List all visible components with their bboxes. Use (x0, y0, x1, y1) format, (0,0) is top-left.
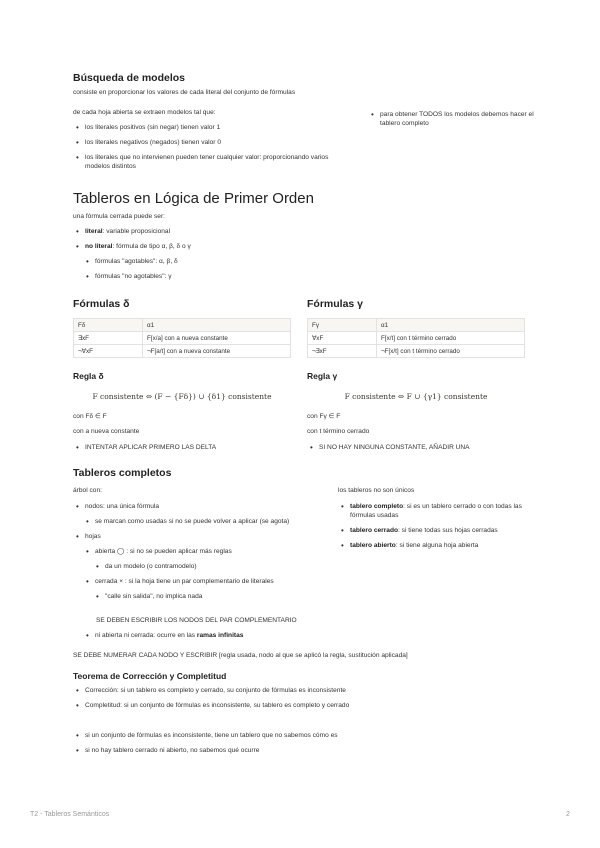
gamma-table (307, 318, 525, 358)
list-item: • los literales negativos (negados) tienen valor 0 (73, 138, 353, 147)
list-item: • hojas (73, 532, 335, 541)
completos-no-unicos: los tableros no son únicos (338, 487, 415, 494)
list-item: • cerrada × : si la hoja tiene un par complementario de literales (73, 577, 335, 586)
regla-delta-con2: con a nueva constante (73, 428, 140, 435)
section-title-teorema: Teorema de Corrección y Completitud (73, 671, 227, 681)
list-item: • fórmulas "no agotables": γ (73, 272, 373, 281)
completos-se-deben: SE DEBEN ESCRIBIR LOS NODOS DEL PAR COMPLEMENTARIO (96, 617, 297, 624)
list-item: • SI NO HAY NINGUNA CONSTANTE, AÑADIR UNA (307, 443, 525, 452)
section-title-gamma: Fórmulas γ (307, 298, 364, 310)
completos-arbol: árbol con: (73, 487, 102, 494)
list-item: • da un modelo (o contramodelo) (73, 562, 335, 571)
table-header: α1 (377, 319, 525, 332)
regla-delta-con1: con Fδ ∈ F (73, 413, 107, 420)
list-item: • tablero abierto: si tiene alguna hoja abierta (338, 541, 528, 550)
regla-delta-list (73, 443, 291, 458)
delta-table (73, 318, 291, 358)
list-item: • Corrección: si un tablero es completo y cerrado, su conjunto de fórmulas es inconsistente (73, 686, 513, 695)
table-row: ¬∀xF ¬F[a/t] con a nueva constante (74, 345, 291, 358)
list-item: • ni abierta ni cerrada: ocurre en las ramas infinitas (73, 631, 335, 640)
busqueda-list (73, 123, 353, 177)
regla-gamma-con2: con t término cerrado (307, 428, 370, 435)
completos-numerar: SE DEBE NUMERAR CADA NODO Y ESCRIBIR [regla usada, nodo al que se aplicó la regla, sustitución aplicada] (73, 652, 408, 659)
list-item: • fórmulas "agotables": α, β, δ (73, 257, 373, 266)
list-item: • se marcan como usadas si no se puede volver a aplicar (se agota) (73, 517, 335, 526)
table-header: Fγ (308, 319, 377, 332)
completos-right-list (338, 502, 528, 556)
list-item: • para obtener TODOS los modelos debemos hacer el tablero completo (368, 110, 538, 128)
teorema-list-2 (73, 731, 513, 761)
section-title-delta: Fórmulas δ (73, 298, 130, 310)
list-item: • tablero completo: si es un tablero cerrado o con todas las fórmulas usadas (338, 502, 528, 520)
page-heading-tableros: Tableros en Lógica de Primer Orden (73, 190, 314, 207)
list-item: • tablero cerrado: si tiene todas sus hojas cerradas (338, 526, 528, 535)
list-item: • los literales positivos (sin negar) tienen valor 1 (73, 123, 353, 132)
section-title-busqueda: Búsqueda de modelos (73, 72, 186, 84)
regla-gamma-formula: F consistente ⇔ F ∪ {γ1} consistente (344, 392, 488, 401)
regla-delta-title: Regla δ (73, 371, 104, 381)
list-item: • no literal: fórmula de tipo α, β, δ o γ (73, 242, 373, 251)
regla-delta-formula: F consistente ⇔ (F − {Fδ}) ∪ {δ1} consistente (92, 392, 272, 401)
footer-title: T2 - Tableros Semánticos (30, 811, 110, 818)
section-title-completos: Tableros completos (73, 467, 172, 479)
regla-gamma-con1: con Fγ ∈ F (307, 413, 341, 420)
table-row: ∀xF F[x/t] con t término cerrado (308, 332, 525, 345)
teorema-list (73, 686, 513, 716)
tableros-list (73, 227, 373, 287)
list-item: • literal: variable proposicional (73, 227, 373, 236)
page-number: 2 (566, 811, 570, 818)
list-item: • INTENTAR APLICAR PRIMERO LAS DELTA (73, 443, 291, 452)
list-item: • si un conjunto de fórmulas es inconsistente, tiene un tablero que no sabemos cómo es (73, 731, 513, 740)
busqueda-line1: consiste en proporcionar los valores de cada literal del conjunto de fórmulas (73, 89, 296, 96)
list-item: • Completitud: si un conjunto de fórmulas es inconsistente, su tablero es completo y cerrado (73, 701, 513, 710)
list-item: • nodos: una única fórmula (73, 502, 335, 511)
busqueda-right-list (368, 110, 538, 134)
regla-gamma-list (307, 443, 525, 458)
list-item: • si no hay tablero cerrado ni abierto, no sabemos qué ocurre (73, 746, 513, 755)
table-header: Fδ (74, 319, 143, 332)
tableros-intro: una fórmula cerrada puede ser: (73, 213, 166, 220)
list-item: • abierta ◯ : si no se pueden aplicar más reglas (73, 547, 335, 556)
list-item: • los literales que no intervienen pueden tener cualquier valor: proporcionando varios modelos distintos (73, 153, 353, 171)
completos-list-2 (73, 631, 335, 646)
table-row: ∃xF F[x/a] con a nueva constante (74, 332, 291, 345)
busqueda-line2: de cada hoja abierta se extraen modelos tal que: (73, 109, 216, 116)
table-header: α1 (143, 319, 291, 332)
list-item: • "calle sin salida", no implica nada (73, 592, 335, 601)
regla-gamma-title: Regla γ (307, 371, 338, 381)
table-row: ¬∃xF ¬F[x/t] con t término cerrado (308, 345, 525, 358)
completos-list (73, 502, 335, 607)
